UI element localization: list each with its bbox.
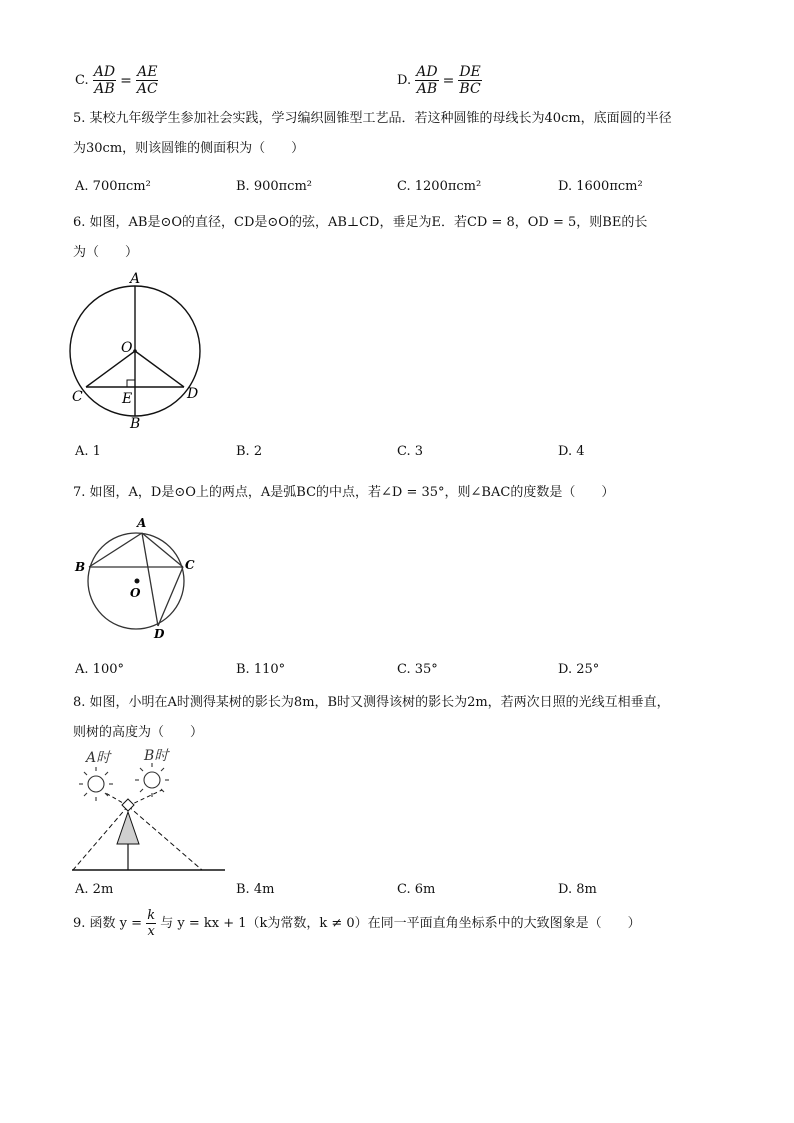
q6-line2: 为（ ） <box>73 245 139 260</box>
sun-b-icon <box>135 763 169 797</box>
option-label: A. <box>75 179 89 194</box>
option-value: 1200πcm² <box>414 179 482 194</box>
q6-option-d[interactable] <box>558 444 585 459</box>
segment-oc <box>86 351 135 387</box>
q7-line1: 7. 如图，A，D是⊙O上的两点，A是弧BC的中点，若∠D = 35°，则∠BAC的度数是（ ） <box>73 485 615 500</box>
option-value: 900πcm² <box>253 179 313 194</box>
q6-circle-figure <box>60 268 220 438</box>
option-label: D. <box>397 73 412 88</box>
fraction: $\frac{AD}{AB}$ <box>93 64 116 97</box>
label-o: O <box>130 586 141 600</box>
q7-circle-figure <box>70 510 210 645</box>
label-c: C <box>72 389 83 405</box>
option-value: 4 <box>576 444 585 459</box>
q5-option-b[interactable] <box>236 179 312 194</box>
option-label: B. <box>236 662 250 677</box>
fraction: $\frac{AE}{AC}$ <box>136 64 158 97</box>
option-value: 3 <box>414 444 424 459</box>
option-value: 2 <box>253 444 263 459</box>
option-label: D. <box>558 662 573 677</box>
q6-line1: 6. 如图，AB是⊙O的直径，CD是⊙O的弦，AB⊥CD，垂足为E．若CD = 8，OD = 5，则BE的长 <box>73 215 648 230</box>
equals-sign: = <box>442 72 455 89</box>
q8-option-d[interactable] <box>558 882 597 897</box>
q7-option-a[interactable] <box>75 662 124 677</box>
tree-icon <box>117 812 139 844</box>
option-value: 8m <box>576 882 597 897</box>
q7-option-c[interactable] <box>397 662 438 677</box>
q8-line1: 8. 如图，小明在A时测得某树的影长为8m，B时又测得该树的影长为2m，若两次日照的光线互相垂直， <box>73 695 670 710</box>
option-label: A. <box>75 662 89 677</box>
label-c: C <box>185 558 195 572</box>
option-label: D. <box>558 444 573 459</box>
q5-line1: 5. 某校九年级学生参加社会实践，学习编织圆锥型工艺品．若这种圆锥的母线长为40cm，底面圆的半径 <box>73 111 672 126</box>
sun-a-icon <box>79 767 113 801</box>
option-value: 4m <box>253 882 275 897</box>
option-label: A. <box>75 882 89 897</box>
option-label: C. <box>397 179 411 194</box>
q5-option-a[interactable] <box>75 179 151 194</box>
option-value: 2m <box>92 882 114 897</box>
q4-option-d[interactable] <box>397 64 482 97</box>
label-a: A <box>137 516 147 530</box>
option-value: 100° <box>92 662 124 677</box>
right-angle-mark <box>127 380 135 387</box>
option-label: A. <box>75 444 89 459</box>
option-label: C. <box>75 73 89 88</box>
option-label: C. <box>397 662 411 677</box>
center-point <box>135 579 140 584</box>
option-label: B. <box>236 882 250 897</box>
right-angle-mark <box>122 799 134 811</box>
option-label: C. <box>397 444 411 459</box>
label-o: O <box>121 340 133 356</box>
q7-option-d[interactable] <box>558 662 599 677</box>
center-point <box>133 349 137 353</box>
q9-prefix: 9. 函数 y = <box>73 916 143 931</box>
q5-line2: 为30cm，则该圆锥的侧面积为（ ） <box>73 141 305 156</box>
q6-option-b[interactable] <box>236 444 262 459</box>
q9-suffix: 与 y = kx + 1（k为常数，k ≠ 0）在同一平面直角坐标系中的大致图象是（ ） <box>160 916 641 931</box>
q4-option-c[interactable] <box>75 64 159 97</box>
q8-shadow-figure <box>60 742 235 877</box>
label-d: D <box>154 627 165 641</box>
option-label: B. <box>236 444 250 459</box>
q9-line1 <box>73 908 641 939</box>
q5-option-d[interactable] <box>558 179 643 194</box>
option-value: 1600πcm² <box>576 179 643 194</box>
segment-od <box>135 351 184 387</box>
option-value: 35° <box>414 662 438 677</box>
q6-option-c[interactable] <box>397 444 423 459</box>
label-e: E <box>122 391 133 407</box>
option-value: 1 <box>92 444 101 459</box>
option-value: 110° <box>253 662 286 677</box>
label-b: B <box>75 560 86 574</box>
option-label: D. <box>558 882 573 897</box>
option-value: 700πcm² <box>92 179 151 194</box>
label-d: D <box>187 386 199 402</box>
segment-ac <box>142 533 183 567</box>
option-label: B. <box>236 179 250 194</box>
segment-cd <box>158 567 183 626</box>
q6-option-a[interactable] <box>75 444 101 459</box>
option-value: 25° <box>576 662 600 677</box>
q5-option-c[interactable] <box>397 179 481 194</box>
segment-ad <box>142 533 158 626</box>
label-b: B <box>130 416 141 432</box>
q8-option-c[interactable] <box>397 882 435 897</box>
option-label: D. <box>558 179 573 194</box>
fraction: $\frac{AD}{AB}$ <box>416 64 438 97</box>
q8-line2: 则树的高度为（ ） <box>73 725 204 740</box>
option-label: C. <box>397 882 411 897</box>
light-ray-b <box>128 806 202 870</box>
option-value: 6m <box>414 882 436 897</box>
q8-option-a[interactable] <box>75 882 113 897</box>
equals-sign: = <box>120 72 132 89</box>
label-sun-a: A时 <box>86 750 111 766</box>
label-a: A <box>130 271 141 287</box>
q8-option-b[interactable] <box>236 882 274 897</box>
label-sun-b: B时 <box>144 748 169 764</box>
fraction: $\frac{DE}{BC}$ <box>459 64 481 97</box>
fraction-k-over-x: $\frac{k}{x}$ <box>147 908 156 939</box>
q7-option-b[interactable] <box>236 662 285 677</box>
